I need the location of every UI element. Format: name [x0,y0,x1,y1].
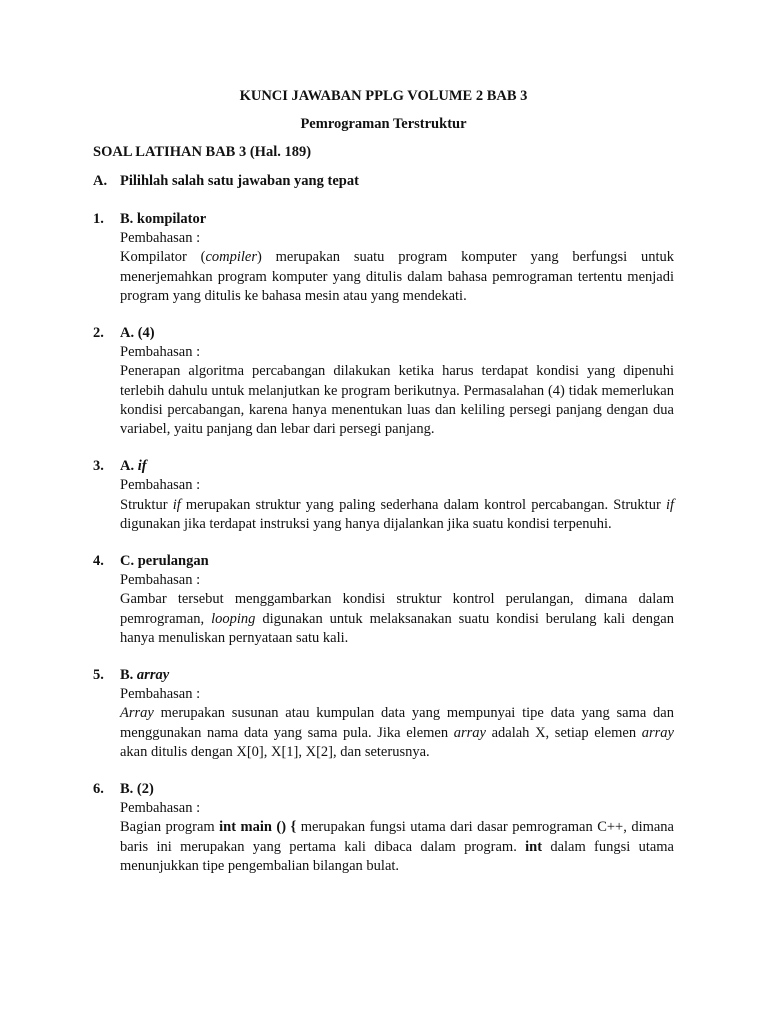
answer-item [93,666,674,762]
explanation-text [120,818,674,876]
explanation-label: Pembahasan : [120,572,201,589]
answer-choice [120,457,674,476]
explanation-label: Pembahasan : [120,230,201,247]
answer-item [93,552,674,648]
explanation-segment: Struktur [120,496,173,513]
answer-text: A. (4) [120,325,155,342]
answer-choice [120,666,674,685]
explanation-segment: merupakan fungsi utama dari dasar pemrograman C++, dimana baris ini merupakan yang pertama kali dibaca dalam program. [120,819,674,855]
document-subtitle: Pemrograman Terstruktur [300,116,467,132]
explanation-segment: merupakan struktur yang paling sederhana dalam kontrol percabangan. Struktur [180,496,666,513]
item-number: 1. [93,211,104,227]
answer-item [93,780,674,876]
explanation-segment: dalam fungsi utama menunjukkan tipe pengembalian bilangan bulat. [120,838,674,874]
explanation-segment: Bagian program [120,819,220,836]
answer-list [93,210,674,876]
explanation-segment: merupakan susunan atau kumpulan data yang mempunyai tipe data yang sama dan menggunakan nama data yang sama pula. Jika elemen [120,705,674,741]
item-body [120,210,674,306]
explanation-segment: Gambar tersebut menggambarkan kondisi struktur kontrol perulangan, dimana dalam pemrograman, [120,591,674,627]
item-number: 5. [93,667,104,684]
code-keyword: int [525,838,543,855]
answer-choice [120,210,674,229]
answer-item [93,457,674,534]
explanation-segment: digunakan jika terdapat instruksi yang hanya dijalankan jika suatu kondisi terpenuhi. [120,515,612,532]
explanation-segment: akan ditulis dengan X[0], X[1], X[2], dan seterusnya. [120,743,430,760]
answer-term: if [137,458,147,475]
answer-item [93,324,674,439]
item-body [120,324,674,439]
section-heading: SOAL LATIHAN BAB 3 (Hal. 189) [93,144,312,160]
explanation-text [120,496,674,534]
explanation-text [120,248,674,306]
explanation-label: Pembahasan : [120,686,201,703]
item-body [120,780,674,876]
explanation-term: Array [120,705,154,722]
explanation-text [120,590,674,648]
answer-text: A. [120,458,138,475]
part-heading [93,171,674,191]
item-number: 2. [93,325,104,342]
answer-text: B. (2) [120,781,154,798]
explanation-segment: digunakan untuk melaksanakan suatu kondisi berulang kali dengan hanya menuliskan pernyataan satu kali. [120,610,674,646]
item-body [120,666,674,762]
answer-text: C. perulangan [120,553,209,570]
answer-text: B. kompilator [120,211,207,227]
answer-text: B. [120,667,137,684]
explanation-segment: Kompilator ( [120,249,206,266]
answer-choice [120,552,674,571]
part-label: A. [93,173,108,189]
explanation-segment: Penerapan algoritma percabangan dilakukan ketika harus terdapat kondisi yang dipenuhi terlebih dahulu untuk melanjutkan ke program berikutnya. Permasalahan (4) tidak memerlukan kondisi percabangan, karena hanya menentukan luas dan keliling persegi panjang dengan dua variabel, yaitu panjang dan lebar dari persegi panjang. [120,363,674,438]
explanation-text [120,704,674,762]
answer-term: array [136,667,170,684]
answer-item [93,210,674,306]
code-snippet: int main () { [219,819,297,836]
explanation-label: Pembahasan : [120,477,201,494]
explanation-label: Pembahasan : [120,344,201,361]
explanation-segment: adalah X, setiap elemen [485,724,642,741]
explanation-term: if [172,496,181,513]
item-body [120,457,674,534]
item-number: 4. [93,553,104,570]
part-instruction: Pilihlah salah satu jawaban yang tepat [120,173,359,189]
explanation-label: Pembahasan : [120,800,201,817]
explanation-text [120,362,674,439]
explanation-segment: ) merupakan suatu program komputer yang berfungsi untuk menerjemahkan program komputer yang ditulis dalam bahasa pemrograman tertentu menjadi program yang ditulis ke bahasa mesin atau yang mendekati. [120,249,674,304]
explanation-term: array [453,724,486,741]
answer-choice [120,324,674,343]
item-body [120,552,674,648]
item-number: 3. [93,458,104,475]
explanation-term: if [665,496,675,513]
explanation-term: looping [211,610,256,627]
explanation-term: array [641,724,674,741]
item-number: 6. [93,781,104,798]
document-title: KUNCI JAWABAN PPLG VOLUME 2 BAB 3 [239,88,528,104]
explanation-term: compiler [205,249,258,266]
answer-choice [120,780,674,799]
